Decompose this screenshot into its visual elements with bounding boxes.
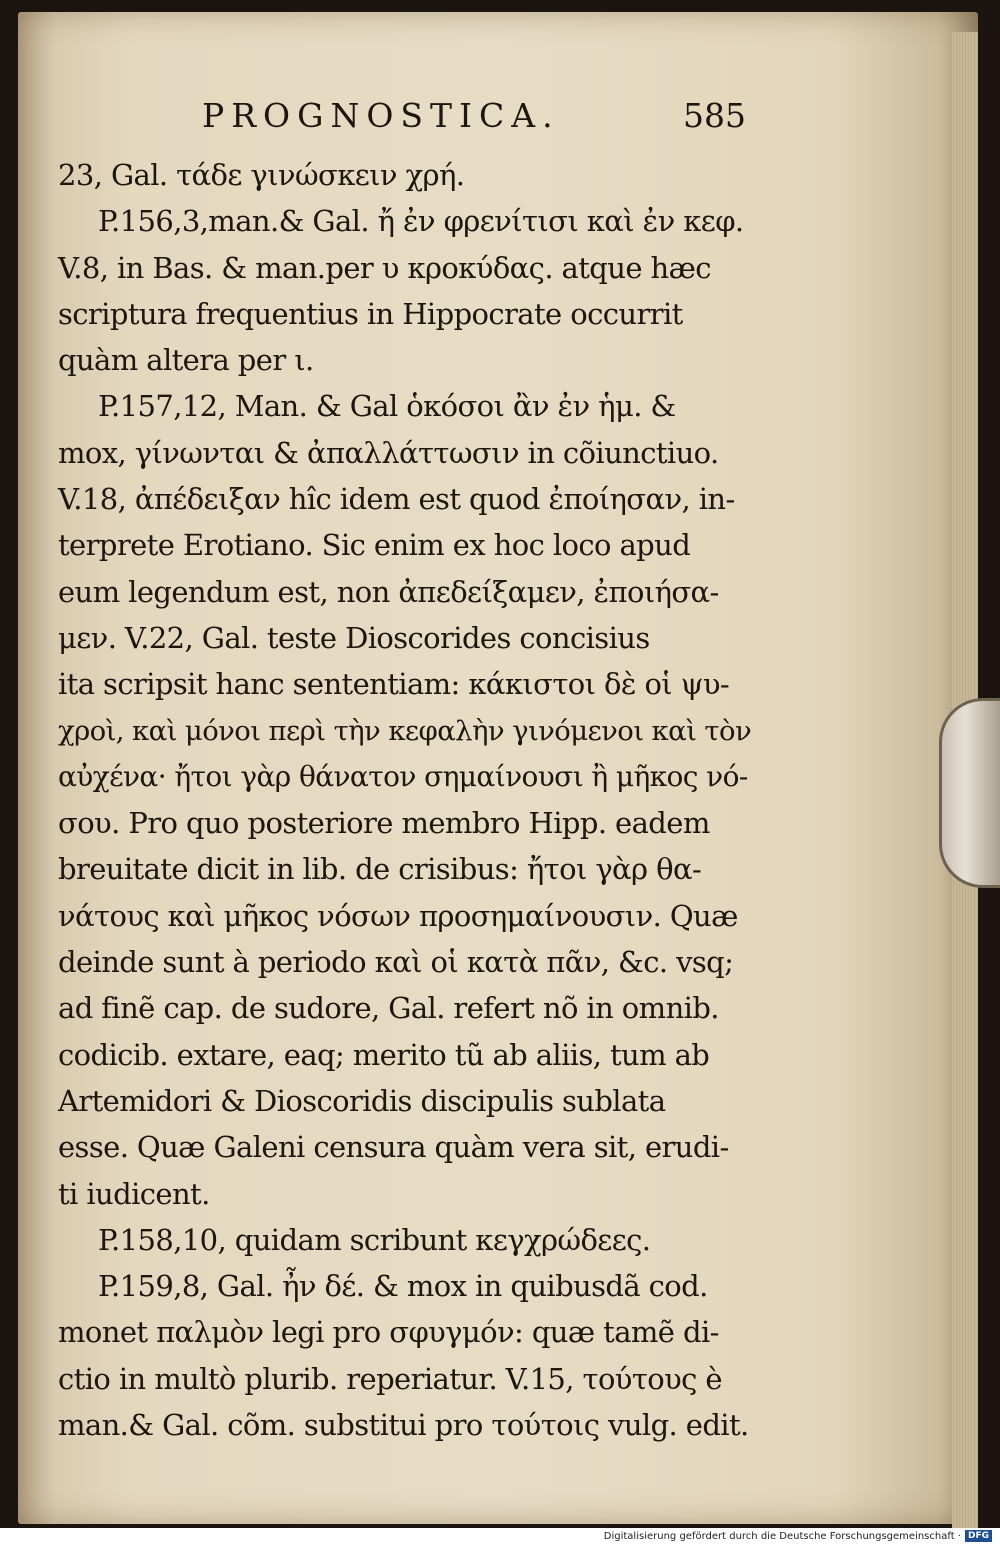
text-line: ti iudicent.: [58, 1176, 210, 1211]
text-line: σου. Pro quo posteriore membro Hipp. eadem: [58, 806, 710, 841]
text-line: μεν. V.22, Gal. teste Dioscorides concisius: [58, 620, 650, 655]
text-line: monet παλμὸν legi pro σφυγμόν: quæ tamẽ di-: [58, 1315, 719, 1350]
running-title: PROGNOSTICA.: [202, 96, 560, 135]
text-line: χροὶ, καὶ μόνοι περὶ τὴν κεφαλὴν γινόμενοι καὶ τὸν: [58, 714, 752, 747]
text-line: deinde sunt à periodo καὶ οἱ κατὰ πᾶν, &c. vsq;: [58, 945, 734, 980]
text-line: ad finẽ cap. de sudore, Gal. refert nõ in omnib.: [58, 991, 719, 1026]
text-line: Artemidori & Dioscoridis discipulis sublata: [58, 1083, 666, 1118]
digitization-credit: [604, 1530, 992, 1542]
credit-text: Digitalisierung gefördert durch die Deutsche Forschungsgemeinschaft ·: [603, 1530, 961, 1542]
text-line: quàm altera per ι.: [58, 343, 314, 378]
body-text: [58, 152, 758, 1448]
text-line: codicib. extare, eaq; merito tũ ab aliis, tum ab: [58, 1037, 710, 1072]
dfg-logo: DFG: [965, 1530, 992, 1542]
text-line: αὐχένα· ἤτοι γὰρ θάνατον σημαίνουσι ἢ μῆκος νό-: [58, 759, 748, 793]
text-line: eum legendum est, non ἀπεδείξαμεν, ἐποιήσα-: [58, 574, 719, 609]
text-line: 23, Gal. τάδε γινώσκειν χρή.: [58, 158, 465, 192]
text-line: ita scripsit hanc sententiam: κάκιστοι δὲ οἱ ψυ-: [58, 667, 730, 702]
text-line: terprete Erotiano. Sic enim ex hoc loco apud: [58, 528, 691, 563]
text-block: [58, 90, 758, 1448]
text-line: νάτους καὶ μῆκος νόσων προσημαίνουσιν. Quæ: [58, 898, 738, 933]
running-head: [58, 90, 758, 152]
text-line: P.156,3,man.& Gal. ἤ ἐν φρενίτισι καὶ ἐν κεφ.: [98, 204, 744, 239]
text-line: ctio in multò plurib. reperiatur. V.15, τούτους è: [58, 1361, 722, 1396]
text-line: scriptura frequentius in Hippocrate occurrit: [58, 296, 683, 331]
text-line: breuitate dicit in lib. de crisibus: ἤτοι γὰρ θα-: [58, 852, 702, 887]
text-line: P.158,10, quidam scribunt κεγχρώδεες.: [98, 1222, 651, 1257]
text-line: P.157,12, Man. & Gal ὁκόσοι ἂν ἐν ἡμ. &: [98, 389, 676, 424]
text-line: mox, γίνωνται & ἀπαλλάττωσιν in cõiunctiuo.: [58, 435, 719, 470]
page-number: 585: [683, 96, 746, 135]
text-line: man.& Gal. cõm. substitui pro τούτοις vulg. edit.: [58, 1408, 749, 1443]
text-line: V.18, ἀπέδειξαν hîc idem est quod ἐποίησαν, in-: [58, 482, 735, 517]
text-line: P.159,8, Gal. ἦν δέ. & mox in quibusdã cod.: [98, 1269, 708, 1304]
text-line: esse. Quæ Galeni censura quàm vera sit, erudi-: [58, 1130, 729, 1165]
text-line: V.8, in Bas. & man.per υ κροκύδας. atque hæc: [58, 250, 711, 285]
book-clasp: [939, 698, 1000, 888]
